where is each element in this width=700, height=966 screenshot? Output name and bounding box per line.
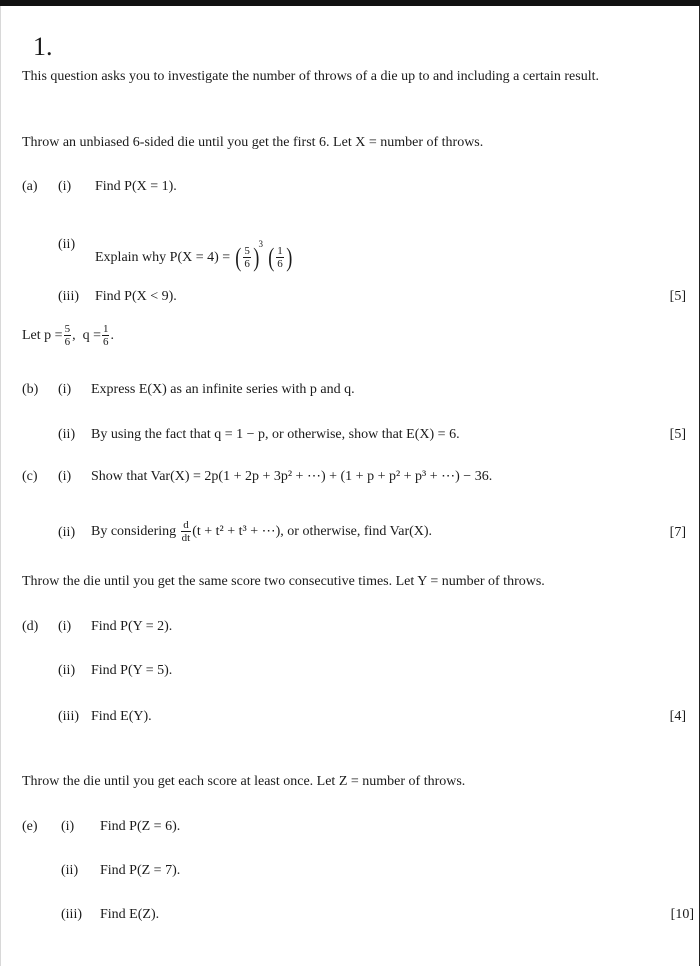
part-d-ii-text: Find P(Y = 5). — [91, 663, 173, 678]
exponent: 3 — [258, 239, 264, 249]
part-a-marks: [5] — [669, 289, 686, 304]
part-c-ii-label: (ii) — [58, 525, 76, 540]
part-d-i-label: (i) — [58, 619, 72, 634]
y-setup: Throw the die until you get the same score two consecutive times. Let Y = number of throws. — [22, 574, 545, 589]
fraction-p — [64, 323, 72, 348]
top-edge-bar — [0, 0, 700, 6]
right-paren: ) — [253, 242, 260, 272]
part-a-ii-expression — [95, 222, 293, 272]
z-setup: Throw the die until you get each score at least once. Let Z = number of throws. — [22, 774, 466, 789]
frac-num: 5 — [64, 323, 71, 336]
question-intro: This question asks you to investigate the number of throws of a die up to and including a certain result. — [22, 69, 599, 84]
fraction-q — [102, 323, 110, 348]
part-b-ii-label: (ii) — [58, 427, 76, 442]
part-e-ii-text: Find P(Z = 7). — [100, 863, 181, 878]
x-setup: Throw an unbiased 6-sided die until you get the first 6. Let X = number of throws. — [22, 135, 484, 150]
frac-den: 6 — [102, 336, 109, 349]
part-e-ii-label: (ii) — [61, 863, 79, 878]
right-paren: ) — [285, 242, 293, 272]
part-a-label: (a) — [22, 179, 38, 194]
question-number: 1. — [33, 32, 53, 61]
part-a-i-label: (i) — [58, 179, 72, 194]
part-b-marks: [5] — [669, 427, 686, 442]
part-d-ii-label: (ii) — [58, 663, 76, 678]
part-c-i-label: (i) — [58, 469, 72, 484]
fraction-one-sixth — [276, 245, 284, 270]
part-a-iii-label: (iii) — [58, 289, 79, 304]
p-equals: p = — [44, 328, 63, 343]
left-paren: ( — [234, 242, 242, 272]
part-b-ii-text: By using the fact that q = 1 − p, or otherwise, show that E(X) = 6. — [91, 427, 460, 442]
part-d-iii-text: Find E(Y). — [91, 709, 152, 724]
part-e-i-label: (i) — [61, 819, 75, 834]
c-ii-pre: By considering — [91, 524, 177, 539]
part-c-label: (c) — [22, 469, 38, 484]
frac-num: 5 — [244, 245, 250, 258]
derivative-operator — [181, 519, 192, 544]
q-equals: q = — [82, 328, 101, 343]
part-e-iii-text: Find E(Z). — [100, 907, 160, 922]
fraction-five-sixths — [243, 245, 251, 270]
let-text: Let — [22, 328, 41, 343]
frac-den: 6 — [244, 258, 250, 271]
part-e-iii-label: (iii) — [61, 907, 82, 922]
deriv-num: d — [181, 519, 192, 532]
left-paren: ( — [267, 242, 274, 272]
frac-num: 1 — [102, 323, 109, 336]
let-pq: Let p = $\frac{5}{6}$ , q = $\frac{1}{6}$ . — [22, 323, 114, 349]
part-e-label: (e) — [22, 819, 38, 834]
part-b-i-label: (i) — [58, 382, 72, 397]
part-e-i-text: Find P(Z = 6). — [100, 819, 181, 834]
part-d-iii-label: (iii) — [58, 709, 79, 724]
part-b-label: (b) — [22, 382, 39, 397]
part-d-marks: [4] — [669, 709, 686, 724]
part-c-marks: [7] — [669, 525, 686, 540]
part-b-i-text: Express E(X) as an infinite series with p and q. — [91, 382, 355, 397]
frac-num: 1 — [277, 245, 283, 258]
part-d-label: (d) — [22, 619, 39, 634]
part-d-i-text: Find P(Y = 2). — [91, 619, 173, 634]
part-a-i-text: Find P(X = 1). — [95, 179, 177, 194]
part-a-ii-text: Explain why P(X = 4) = — [95, 250, 231, 265]
part-e-marks: [10] — [670, 907, 694, 922]
part-c-ii-expression — [91, 512, 432, 552]
c-ii-post: (t + t² + t³ + ⋯), or otherwise, find Var(X). — [192, 524, 433, 539]
part-c-i-text: Show that Var(X) = 2p(1 + 2p + 3p² + ⋯) + (1 + p + p² + p³ + ⋯) − 36. — [91, 469, 493, 484]
deriv-den: dt — [181, 532, 191, 545]
frac-den: 6 — [64, 336, 71, 349]
frac-den: 6 — [277, 258, 283, 271]
part-a-ii-label: (ii) — [58, 237, 76, 252]
part-a-iii-text: Find P(X < 9). — [95, 289, 177, 304]
